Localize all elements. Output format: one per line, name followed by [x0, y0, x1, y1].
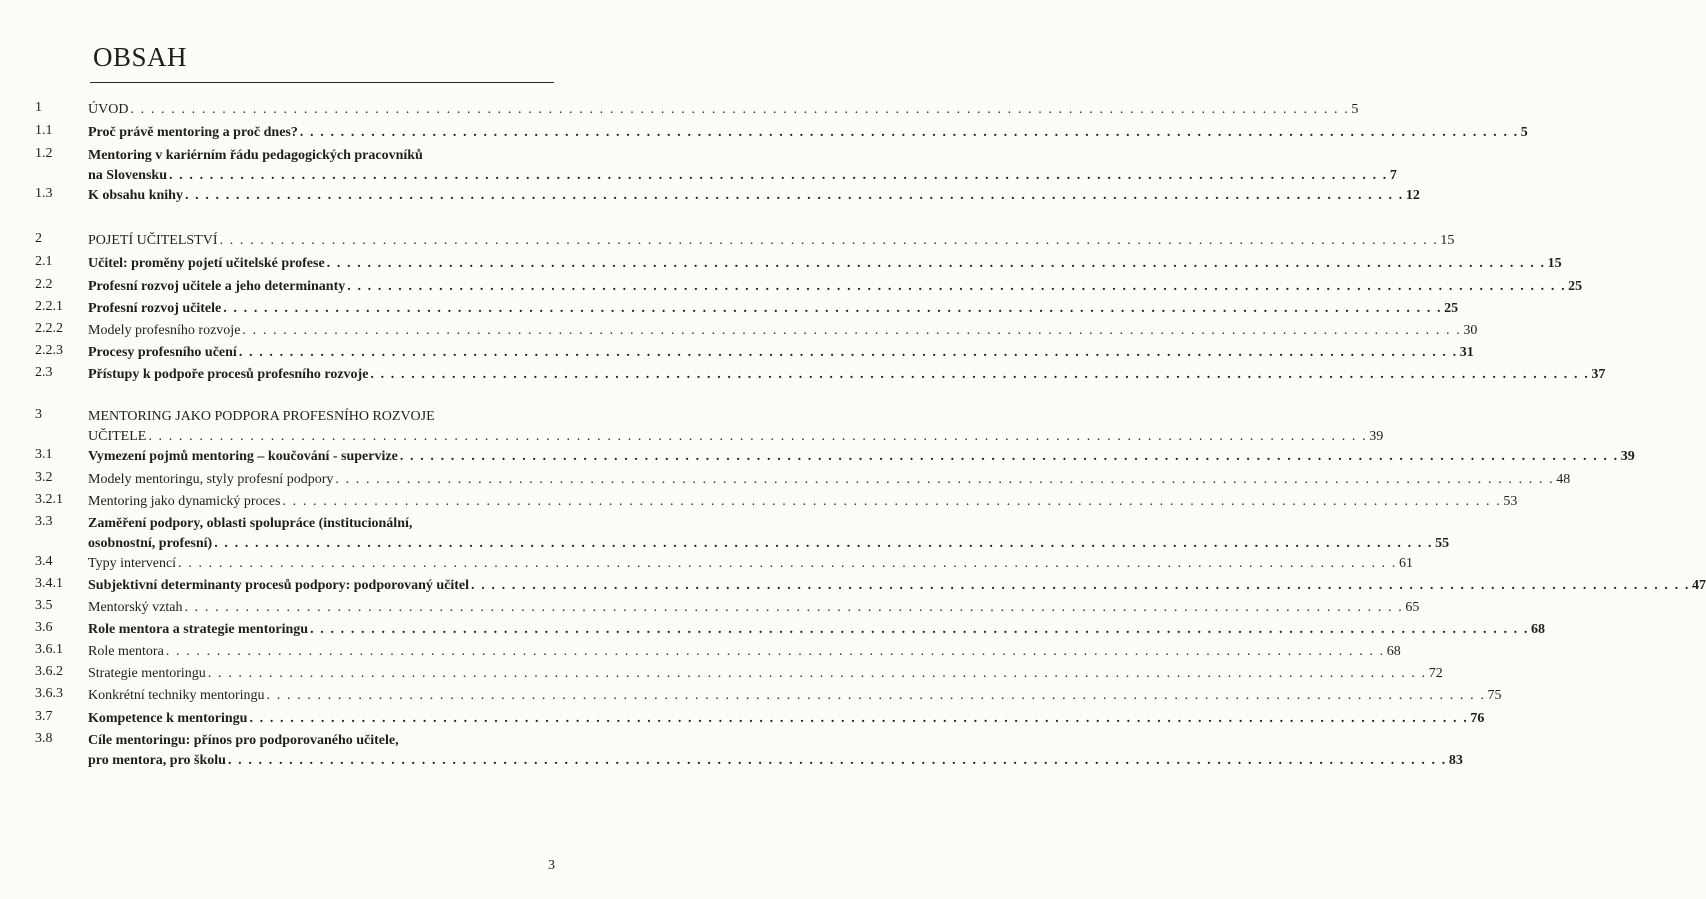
toc-entry-title: Konkrétní techniky mentoringu: [88, 688, 265, 703]
toc-entry-page: 30: [1463, 323, 1478, 338]
toc-entry-title: MENTORING JAKO PODPORA PROFESNÍHO ROZVOJE: [88, 409, 435, 424]
dot-leader: . . . . . . . . . . . . . . . . . . . . . . . . . . . . . . . . . . . . . . . . . . . . . . . . . . . . . . . . . . . . . . . . . . . . . . . . . . . . . . . . . . . . . . . . . . . . . . . . . . . . . . . . . . . . . . . . . . . . . . . .: [168, 168, 1388, 183]
dot-leader: . . . . . . . . . . . . . . . . . . . . . . . . . . . . . . . . . . . . . . . . . . . . . . . . . . . . . . . . . . . . . . . . . . . . . . . . . . . . . . . . . . . . . . . . . . . . . . . . . . . . . . . . . . . . . . . . . . . . . . . .: [282, 494, 1502, 509]
title-rule: [90, 82, 554, 83]
toc-entry-number: 3.6.1: [35, 642, 63, 657]
toc-entry-title: pro mentora, pro školu: [88, 753, 226, 768]
dot-leader: . . . . . . . . . . . . . . . . . . . . . . . . . . . . . . . . . . . . . . . . . . . . . . . . . . . . . . . . . . . . . . . . . . . . . . . . . . . . . . . . . . . . . . . . . . . . . . . . . . . . . . . . . . . . . . . . . . . . . . . .: [266, 688, 1486, 703]
toc-entry-page: 37: [1591, 367, 1606, 382]
dot-leader: . . . . . . . . . . . . . . . . . . . . . . . . . . . . . . . . . . . . . . . . . . . . . . . . . . . . . . . . . . . . . . . . . . . . . . . . . . . . . . . . . . . . . . . . . . . . . . . . . . . . . . . . . . . . . . . . . . . . . . . .: [399, 449, 1619, 464]
toc-entry-page: 83: [1448, 753, 1463, 768]
toc-entry-title: Subjektivní determinanty procesů podpory: podporovaný učitel: [88, 578, 470, 593]
toc-entry-number: 3.2: [35, 470, 53, 485]
toc-entry-page: 39: [1620, 449, 1635, 464]
toc-entry-title: na Slovensku: [88, 168, 167, 183]
toc-entry-page: 31: [1459, 345, 1474, 360]
toc-entry-title: ÚVOD: [88, 102, 129, 117]
dot-leader: . . . . . . . . . . . . . . . . . . . . . . . . . . . . . . . . . . . . . . . . . . . . . . . . . . . . . . . . . . . . . . . . . . . . . . . . . . . . . . . . . . . . . . . . . . . . . . . . . . . . . . . . . . . . . . . . . . . . . . . .: [184, 188, 1404, 203]
toc-entry-title: Zaměření podpory, oblasti spolupráce (institucionální,: [88, 516, 413, 531]
dot-leader: . . . . . . . . . . . . . . . . . . . . . . . . . . . . . . . . . . . . . . . . . . . . . . . . . . . . . . . . . . . . . . . . . . . . . . . . . . . . . . . . . . . . . . . . . . . . . . . . . . . . . . . . . . . . . . . . . . . . . . . .: [326, 256, 1546, 271]
toc-entry-page: 5: [1351, 102, 1359, 117]
toc-entry-page: 12: [1405, 188, 1420, 203]
toc-entry-title: Proč právě mentoring a proč dnes?: [88, 125, 298, 140]
dot-leader: . . . . . . . . . . . . . . . . . . . . . . . . . . . . . . . . . . . . . . . . . . . . . . . . . . . . . . . . . . . . . . . . . . . . . . . . . . . . . . . . . . . . . . . . . . . . . . . . . . . . . . . . . . . . . . . . . . . . . . . .: [238, 345, 1458, 360]
toc-entry-title: Typy intervencí: [88, 556, 177, 571]
toc-entry-number: 3.4.1: [35, 576, 63, 591]
toc-entry-number: 1.1: [35, 123, 53, 138]
dot-leader: . . . . . . . . . . . . . . . . . . . . . . . . . . . . . . . . . . . . . . . . . . . . . . . . . . . . . . . . . . . . . . . . . . . . . . . . . . . . . . . . . . . . . . . . . . . . . . . . . . . . . . . . . . . . . . . . . . . . . . . .: [214, 536, 1434, 551]
toc-entry-page: 53: [1503, 494, 1518, 509]
toc-entry-title: Profesní rozvoj učitele a jeho determinanty: [88, 279, 346, 294]
toc-entry-number: 3.6.2: [35, 664, 63, 679]
toc-entry-title: Modely profesního rozvoje: [88, 323, 241, 338]
toc-entry-number: 2.3: [35, 365, 53, 380]
toc-entry-number: 3.3: [35, 514, 53, 529]
toc-entry-number: 3.6.3: [35, 686, 63, 701]
dot-leader: . . . . . . . . . . . . . . . . . . . . . . . . . . . . . . . . . . . . . . . . . . . . . . . . . . . . . . . . . . . . . . . . . . . . . . . . . . . . . . . . . . . . . . . . . . . . . . . . . . . . . . . . . . . . . . . . . . . . . . . .: [165, 644, 1385, 659]
toc-entry-title: Kompetence k mentoringu: [88, 711, 248, 726]
toc-entry-title: osobnostní, profesní): [88, 536, 213, 551]
toc-entry-number: 1.2: [35, 146, 53, 161]
toc-entry-number: 3.4: [35, 554, 53, 569]
toc-entry-page: 65: [1405, 600, 1420, 615]
toc-entry-title: Mentoring jako dynamický proces: [88, 494, 281, 509]
toc-entry-title: Modely mentoringu, styly profesní podpory: [88, 472, 334, 487]
toc-entry-title: Profesní rozvoj učitele: [88, 301, 222, 316]
toc-entry-page: 68: [1530, 622, 1545, 637]
toc-entry-number: 2.2.3: [35, 343, 63, 358]
dot-leader: . . . . . . . . . . . . . . . . . . . . . . . . . . . . . . . . . . . . . . . . . . . . . . . . . . . . . . . . . . . . . . . . . . . . . . . . . . . . . . . . . . . . . . . . . . . . . . . . . . . . . . . . . . . . . . . . . . . . . . . .: [310, 622, 1529, 637]
dot-leader: . . . . . . . . . . . . . . . . . . . . . . . . . . . . . . . . . . . . . . . . . . . . . . . . . . . . . . . . . . . . . . . . . . . . . . . . . . . . . . . . . . . . . . . . . . . . . . . . . . . . . . . . . . . . . . . . . . . . . . . .: [299, 125, 1519, 140]
toc-entry-title: POJETÍ UČITELSTVÍ: [88, 233, 218, 248]
toc-entry-page: 75: [1487, 688, 1502, 703]
toc-entry-number: 2: [35, 231, 42, 246]
toc-entry-title: Role mentora a strategie mentoringu: [88, 622, 309, 637]
toc-entry-number: 3.7: [35, 709, 53, 724]
toc-entry-page: 47: [1691, 578, 1706, 593]
dot-leader: . . . . . . . . . . . . . . . . . . . . . . . . . . . . . . . . . . . . . . . . . . . . . . . . . . . . . . . . . . . . . . . . . . . . . . . . . . . . . . . . . . . . . . . . . . . . . . . . . . . . . . . . . . . . . . . . . . . . . . . .: [370, 367, 1590, 382]
toc-entry-title: Procesy profesního učení: [88, 345, 237, 360]
toc-entry-page: 68: [1386, 644, 1401, 659]
toc-entry-page: 7: [1389, 168, 1397, 183]
dot-leader: . . . . . . . . . . . . . . . . . . . . . . . . . . . . . . . . . . . . . . . . . . . . . . . . . . . . . . . . . . . . . . . . . . . . . . . . . . . . . . . . . . . . . . . . . . . . . . . . . . . . . . . . . . . . . . . . . . . . . . . .: [249, 711, 1469, 726]
toc-entry-page: 48: [1556, 472, 1571, 487]
toc-entry-title: Mentorský vztah: [88, 600, 183, 615]
dot-leader: . . . . . . . . . . . . . . . . . . . . . . . . . . . . . . . . . . . . . . . . . . . . . . . . . . . . . . . . . . . . . . . . . . . . . . . . . . . . . . . . . . . . . . . . . . . . . . . . . . . . . . . . . . . . . . . . . . . . . . . .: [184, 600, 1404, 615]
toc-entry-number: 3: [35, 407, 42, 422]
dot-leader: . . . . . . . . . . . . . . . . . . . . . . . . . . . . . . . . . . . . . . . . . . . . . . . . . . . . . . . . . . . . . . . . . . . . . . . . . . . . . . . . . . . . . . . . . . . . . . . . . . . . . . . . . . . . . . . . . . . . . . . .: [178, 556, 1397, 571]
dot-leader: . . . . . . . . . . . . . . . . . . . . . . . . . . . . . . . . . . . . . . . . . . . . . . . . . . . . . . . . . . . . . . . . . . . . . . . . . . . . . . . . . . . . . . . . . . . . . . . . . . . . . . . . . . . . . . . . . . . . . . . .: [347, 279, 1567, 294]
dot-leader: . . . . . . . . . . . . . . . . . . . . . . . . . . . . . . . . . . . . . . . . . . . . . . . . . . . . . . . . . . . . . . . . . . . . . . . . . . . . . . . . . . . . . . . . . . . . . . . . . . . . . . . . . . . . . . . . . . . . . . . .: [130, 102, 1350, 117]
toc-entry-number: 3.6: [35, 620, 53, 635]
toc-entry-title: Cíle mentoringu: přínos pro podporovaného učitele,: [88, 733, 399, 748]
toc-entry-page: 25: [1568, 279, 1583, 294]
toc-title: OBSAH: [93, 42, 188, 72]
dot-leader: . . . . . . . . . . . . . . . . . . . . . . . . . . . . . . . . . . . . . . . . . . . . . . . . . . . . . . . . . . . . . . . . . . . . . . . . . . . . . . . . . . . . . . . . . . . . . . . . . . . . . . . . . . . . . . . . . . . . . . . .: [219, 233, 1439, 248]
dot-leader: . . . . . . . . . . . . . . . . . . . . . . . . . . . . . . . . . . . . . . . . . . . . . . . . . . . . . . . . . . . . . . . . . . . . . . . . . . . . . . . . . . . . . . . . . . . . . . . . . . . . . . . . . . . . . . . . . . . . . . . .: [223, 301, 1443, 316]
toc-entry-title: Role mentora: [88, 644, 164, 659]
toc-entry-page: 72: [1428, 666, 1443, 681]
toc-entry-title: K obsahu knihy: [88, 188, 183, 203]
toc-entry-number: 2.2: [35, 277, 53, 292]
toc-entry-number: 3.8: [35, 731, 53, 746]
toc-entry-number: 2.1: [35, 254, 53, 269]
toc-entry-title: Mentoring v kariérním řádu pedagogických pracovníků: [88, 148, 423, 163]
toc-entry-page: 5: [1520, 125, 1528, 140]
toc-entry-title: Přístupy k podpoře procesů profesního rozvoje: [88, 367, 369, 382]
dot-leader: . . . . . . . . . . . . . . . . . . . . . . . . . . . . . . . . . . . . . . . . . . . . . . . . . . . . . . . . . . . . . . . . . . . . . . . . . . . . . . . . . . . . . . . . . . . . . . . . . . . . . . . . . . . . . . . . . . . . . . . .: [148, 429, 1368, 444]
toc-entry-number: 3.1: [35, 447, 53, 462]
toc-entry-page: 55: [1435, 536, 1450, 551]
toc-entry-number: 2.2.2: [35, 321, 63, 336]
toc-entry-title: Vymezení pojmů mentoring – koučování - supervize: [88, 449, 398, 464]
dot-leader: . . . . . . . . . . . . . . . . . . . . . . . . . . . . . . . . . . . . . . . . . . . . . . . . . . . . . . . . . . . . . . . . . . . . . . . . . . . . . . . . . . . . . . . . . . . . . . . . . . . . . . . . . . . . . . . . . . . . . . . .: [242, 323, 1462, 338]
toc-entry-number: 3.2.1: [35, 492, 63, 507]
toc-entry-number: 2.2.1: [35, 299, 63, 314]
dot-leader: . . . . . . . . . . . . . . . . . . . . . . . . . . . . . . . . . . . . . . . . . . . . . . . . . . . . . . . . . . . . . . . . . . . . . . . . . . . . . . . . . . . . . . . . . . . . . . . . . . . . . . . . . . . . . . . . . . . . . . . .: [207, 666, 1427, 681]
toc-entry-number: 1: [35, 100, 42, 115]
toc-entry-title: UČITELE: [88, 429, 147, 444]
toc-entry-page: 76: [1470, 711, 1485, 726]
page-number: 3: [548, 858, 555, 873]
dot-leader: . . . . . . . . . . . . . . . . . . . . . . . . . . . . . . . . . . . . . . . . . . . . . . . . . . . . . . . . . . . . . . . . . . . . . . . . . . . . . . . . . . . . . . . . . . . . . . . . . . . . . . . . . . . . . . . . . . . . . . . .: [471, 578, 1690, 593]
toc-entry-page: 25: [1444, 301, 1459, 316]
toc-entry-page: 15: [1440, 233, 1455, 248]
toc-entry-title: Strategie mentoringu: [88, 666, 206, 681]
toc-entry-page: 61: [1398, 556, 1413, 571]
toc-entry-page: 15: [1547, 256, 1562, 271]
toc-entry-number: 3.5: [35, 598, 53, 613]
toc-entry-number: 1.3: [35, 186, 53, 201]
toc-entry-page: 39: [1369, 429, 1384, 444]
dot-leader: . . . . . . . . . . . . . . . . . . . . . . . . . . . . . . . . . . . . . . . . . . . . . . . . . . . . . . . . . . . . . . . . . . . . . . . . . . . . . . . . . . . . . . . . . . . . . . . . . . . . . . . . . . . . . . . . . . . . . . . .: [335, 472, 1555, 487]
dot-leader: . . . . . . . . . . . . . . . . . . . . . . . . . . . . . . . . . . . . . . . . . . . . . . . . . . . . . . . . . . . . . . . . . . . . . . . . . . . . . . . . . . . . . . . . . . . . . . . . . . . . . . . . . . . . . . . . . . . . . . . .: [227, 753, 1447, 768]
toc-entry-title: Učitel: proměny pojetí učitelské profese: [88, 256, 325, 271]
